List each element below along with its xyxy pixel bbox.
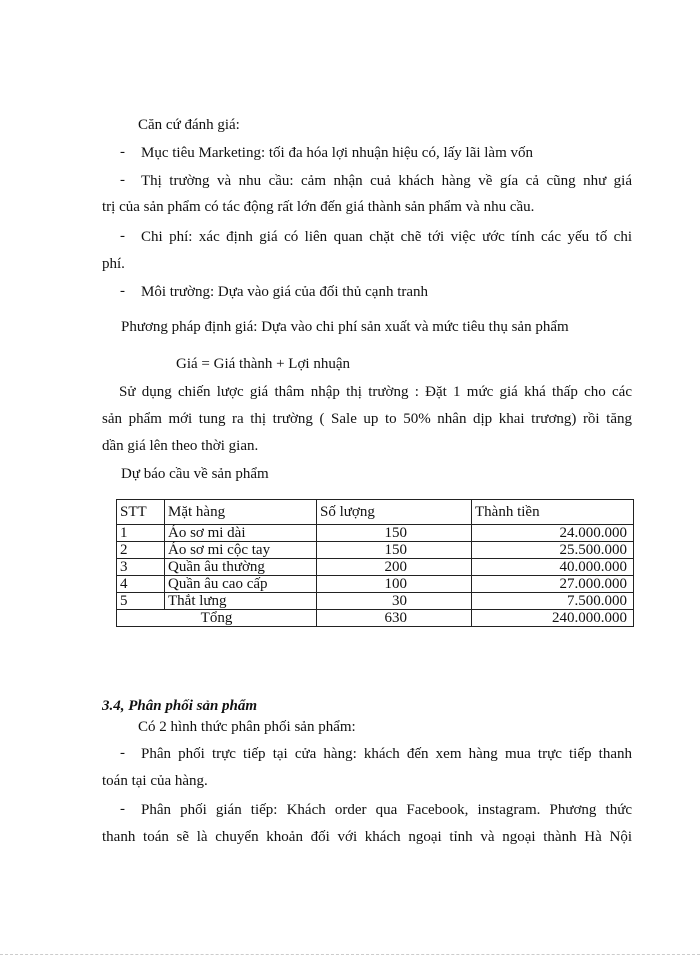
criteria-item-market-line2: trị của sản phẩm có tác động rất lớn đến giá thành sản phẩm và nhu cầu. <box>102 199 535 215</box>
cell-product: Thắt lưng <box>165 593 317 610</box>
cell-stt: 5 <box>117 593 165 610</box>
cell-stt: 2 <box>117 542 165 559</box>
cell-quantity: 150 <box>317 542 472 559</box>
criteria-item-market-line1: Thị trường và nhu cầu: cảm nhận cuả khách hàng về gía cả cũng như giá <box>141 173 632 189</box>
bullet-dash: - <box>120 172 125 188</box>
cell-product: Áo sơ mi dài <box>165 525 317 542</box>
criteria-item-environment: Môi trường: Dựa vào giá của đối thủ cạnh tranh <box>141 284 429 300</box>
distribution-intro: Có 2 hình thức phân phối sản phẩm: <box>138 719 356 735</box>
cell-stt: 4 <box>117 576 165 593</box>
cell-quantity: 150 <box>317 525 472 542</box>
cell-amount: 24.000.000 <box>472 525 634 542</box>
bullet-dash: - <box>120 745 125 761</box>
total-label: Tổng <box>117 610 317 627</box>
pricing-strategy-line2: sản phẩm mới tung ra thị trường ( Sale up to 50% nhân dịp khai trương) rồi tăng <box>102 411 632 427</box>
header-stt: STT <box>117 500 165 525</box>
distribution-direct-line1: Phân phối trực tiếp tại cửa hàng: khách đến xem hàng mua trực tiếp thanh <box>141 746 632 762</box>
cell-amount: 25.500.000 <box>472 542 634 559</box>
total-quantity: 630 <box>317 610 472 627</box>
table-total-row <box>117 610 634 627</box>
pricing-method: Phương pháp định giá: Dựa vào chi phí sản xuất và mức tiêu thụ sản phẩm <box>121 319 569 335</box>
cell-stt: 3 <box>117 559 165 576</box>
table-row <box>117 542 634 559</box>
pricing-strategy-line3: dần giá lên theo thời gian. <box>102 438 259 454</box>
criteria-item-cost-line1: Chi phí: xác định giá có liên quan chặt chẽ tới việc ước tính các yếu tố chi <box>141 229 632 245</box>
table-row <box>117 593 634 610</box>
section-heading: 3.4, Phân phối sản phẩm <box>102 698 258 714</box>
forecast-table <box>116 499 634 627</box>
distribution-indirect-line2: thanh toán sẽ là chuyển khoản đối với khách ngoại tỉnh và ngoại thành Hà Nội <box>102 829 632 845</box>
bullet-dash: - <box>120 801 125 817</box>
cell-quantity: 100 <box>317 576 472 593</box>
distribution-direct-line2: toán tại của hàng. <box>102 773 208 789</box>
bullet-dash: - <box>120 283 125 299</box>
pricing-strategy-line1: Sử dụng chiến lược giá thâm nhập thị trường : Đặt 1 mức giá khá thấp cho các <box>119 384 632 400</box>
cell-amount: 7.500.000 <box>472 593 634 610</box>
cell-amount: 40.000.000 <box>472 559 634 576</box>
criteria-item-cost-line2: phí. <box>102 256 125 272</box>
table-row <box>117 559 634 576</box>
cell-stt: 1 <box>117 525 165 542</box>
table-row <box>117 525 634 542</box>
cell-quantity: 30 <box>317 593 472 610</box>
table-row <box>117 576 634 593</box>
cell-product: Áo sơ mi cộc tay <box>165 542 317 559</box>
page-bottom-divider <box>0 954 700 955</box>
criteria-item-marketing: Mục tiêu Marketing: tối đa hóa lợi nhuận hiệu có, lấy lãi làm vốn <box>141 145 534 161</box>
bullet-dash: - <box>120 228 125 244</box>
pricing-formula: Giá = Giá thành + Lợi nhuận <box>176 356 350 372</box>
bullet-dash: - <box>120 144 125 160</box>
cell-quantity: 200 <box>317 559 472 576</box>
header-quantity: Số lượng <box>317 500 472 525</box>
cell-product: Quần âu thường <box>165 559 317 576</box>
total-amount: 240.000.000 <box>472 610 634 627</box>
cell-amount: 27.000.000 <box>472 576 634 593</box>
header-product: Mặt hàng <box>165 500 317 525</box>
forecast-title: Dự báo cầu về sản phẩm <box>121 466 269 482</box>
table-header-row <box>117 500 634 525</box>
distribution-indirect-line1: Phân phối gián tiếp: Khách order qua Facebook, instagram. Phương thức <box>141 802 632 818</box>
criteria-title: Căn cứ đánh giá: <box>138 117 240 133</box>
cell-product: Quần âu cao cấp <box>165 576 317 593</box>
header-amount: Thành tiền <box>472 500 634 525</box>
